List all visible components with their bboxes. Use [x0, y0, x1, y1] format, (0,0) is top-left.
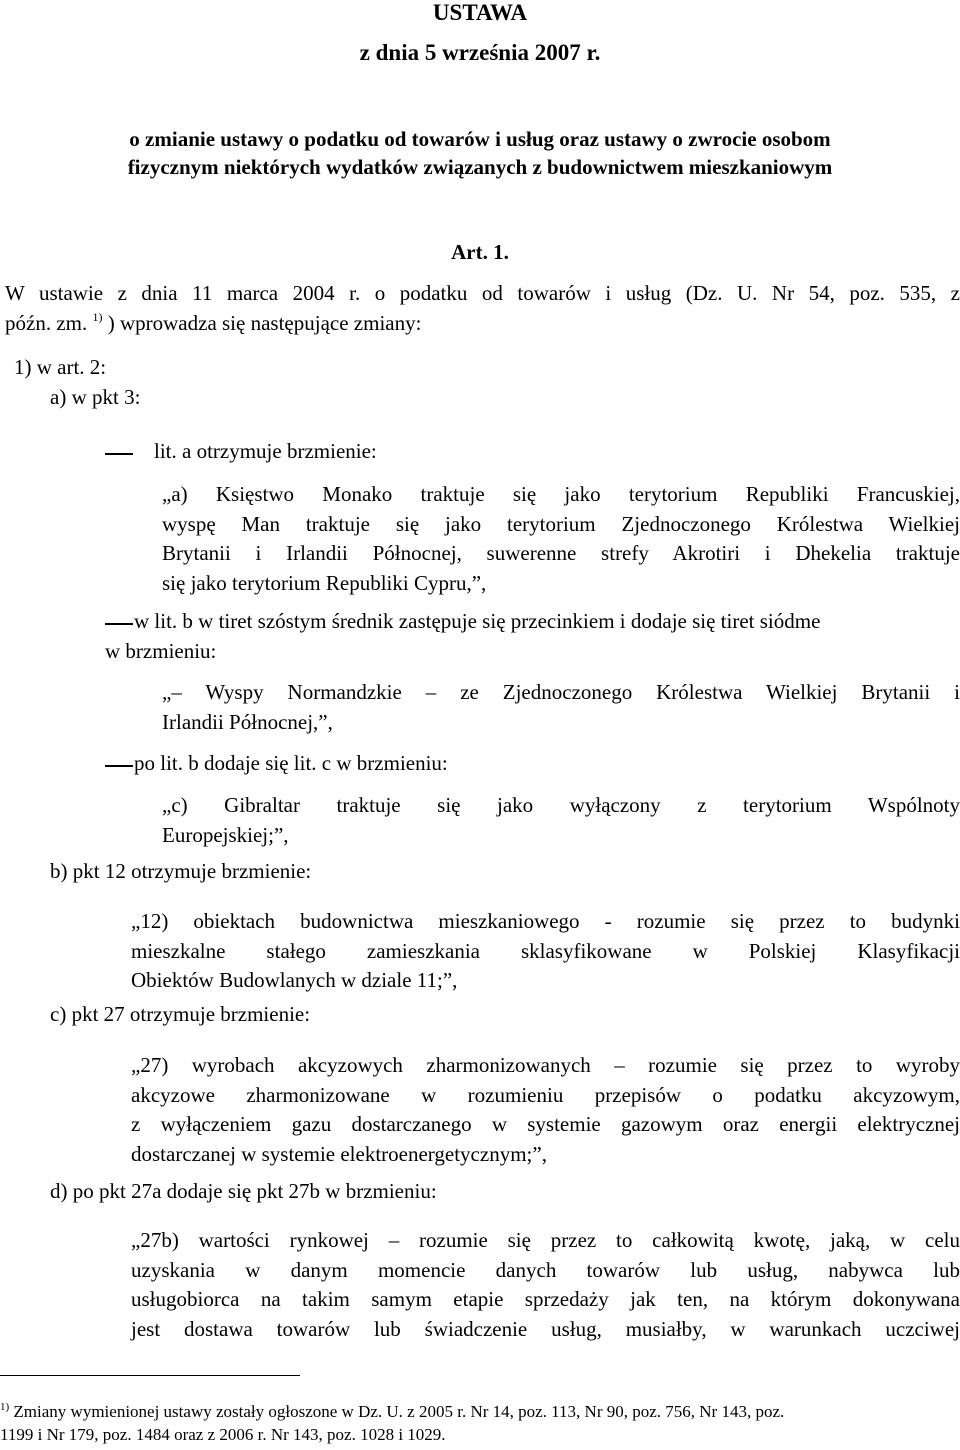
article-heading: Art. 1. [451, 240, 509, 264]
footnote-line1 [0, 1401, 784, 1422]
dash-item-lit-c: po lit. b dodaje się lit. c w brzmieniu: [134, 751, 448, 775]
footnote-mark: 1) [0, 1401, 10, 1413]
quote-line: „c) Gibraltar traktuje się jako wyłączony z terytorium Wspólnoty [162, 793, 960, 817]
article-intro-line1: W ustawie z dnia 11 marca 2004 r. o podatku od towarów i usług (Dz. U. Nr 54, poz. 535, z [5, 281, 960, 305]
quote-lit-c [162, 791, 960, 850]
footnote-text-1: Zmiany wymienionej ustawy zostały ogłoszone w Dz. U. z 2005 r. Nr 14, poz. 113, Nr 90, poz. 756, Nr 143, poz. [9, 1402, 785, 1421]
dash-item-lit-b-line2: w brzmieniu: [105, 639, 217, 663]
quote-line: dostarczanej w systemie elektroenergetycznym;”, [131, 1141, 547, 1166]
intro-text-b: ) wprowadza się następujące zmiany: [107, 310, 422, 335]
quote-line: Irlandii Północnej,”, [162, 709, 333, 734]
quote-line: usługobiorca na takim samym etapie sprzedaży jak ten, na którym dokonywana [131, 1287, 960, 1311]
article-intro-line2 [5, 309, 960, 339]
act-title: USTAWA [432, 0, 528, 25]
dash-bullet [105, 623, 133, 625]
quote-line: „12) obiektach budownictwa mieszkaniowego - rozumie się przez to budynki [131, 909, 960, 933]
quote-lit-a [162, 480, 960, 598]
item-a: a) w pkt 3: [50, 385, 141, 409]
quote-line: Europejskiej;”, [162, 822, 289, 847]
item-d: d) po pkt 27a dodaje się pkt 27b w brzmieniu: [50, 1179, 437, 1203]
quote-pkt-27 [131, 1051, 960, 1169]
quote-line: uzyskania w danym momencie danych towarów lub usług, nabywca lub [131, 1257, 960, 1282]
quote-line: „27) wyrobach akcyzowych zharmonizowanych – rozumie się przez to wyroby [131, 1053, 960, 1077]
item-b: b) pkt 12 otrzymuje brzmienie: [50, 859, 312, 883]
footnote-reference: 1) [92, 309, 103, 324]
dash-item-lit-a: lit. a otrzymuje brzmienie: [154, 439, 377, 463]
item-c: c) pkt 27 otrzymuje brzmienie: [50, 1002, 311, 1026]
quote-line: Obiektów Budowlanych w dziale 11;”, [131, 968, 458, 992]
quote-line: akcyzowe zharmonizowane w rozumieniu przepisów o podatku akcyzowym, [131, 1082, 960, 1107]
dash-bullet [105, 765, 133, 767]
dash-bullet [105, 453, 133, 455]
quote-line: „– Wyspy Normandzkie – ze Zjednoczonego Królestwa Wielkiej Brytanii i [162, 680, 960, 704]
intro-text-a: późn. zm. [5, 310, 88, 335]
article-intro [5, 279, 960, 338]
quote-line: wyspę Man traktuje się jako terytorium Zjednoczonego Królestwa Wielkiej [162, 511, 960, 536]
quote-line: mieszkalne stałego zamieszkania sklasyfikowane w Polskiej Klasyfikacji [131, 938, 960, 963]
dash-item-lit-b-line1: w lit. b w tiret szóstym średnik zastępuje się przecinkiem i dodaje się tiret siódme [134, 609, 821, 633]
act-date: z dnia 5 września 2007 r. [359, 40, 601, 65]
quote-line: jest dostawa towarów lub świadczenie usług, musiałby, w warunkach uczciwej [131, 1316, 960, 1341]
quote-pkt-12 [131, 907, 960, 996]
footnote-divider [0, 1375, 300, 1376]
footnote-line2: 1199 i Nr 179, poz. 1484 oraz z 2006 r. Nr 143, poz. 1028 i 1029. [0, 1425, 446, 1444]
act-subject-line2: fizycznym niektórych wydatków związanych z budownictwem mieszkaniowym [127, 155, 833, 179]
quote-tiret [162, 678, 960, 737]
quote-line: Brytanii i Irlandii Północnej, suwerenne strefy Akrotiri i Dhekelia traktuje [162, 541, 960, 565]
quote-line: się jako terytorium Republiki Cypru,”, [162, 570, 487, 595]
item-1: 1) w art. 2: [14, 355, 107, 379]
quote-line: z wyłączeniem gazu dostarczanego w systemie gazowym oraz energii elektrycznej [131, 1112, 960, 1136]
quote-pkt-27b [131, 1226, 960, 1344]
quote-line: „a) Księstwo Monako traktuje się jako terytorium Republiki Francuskiej, [162, 482, 960, 506]
act-subject-line1: o zmianie ustawy o podatku od towarów i usług oraz ustawy o zwrocie osobom [129, 127, 831, 151]
quote-line: „27b) wartości rynkowej – rozumie się przez to całkowitą kwotę, jaką, w celu [131, 1228, 960, 1252]
